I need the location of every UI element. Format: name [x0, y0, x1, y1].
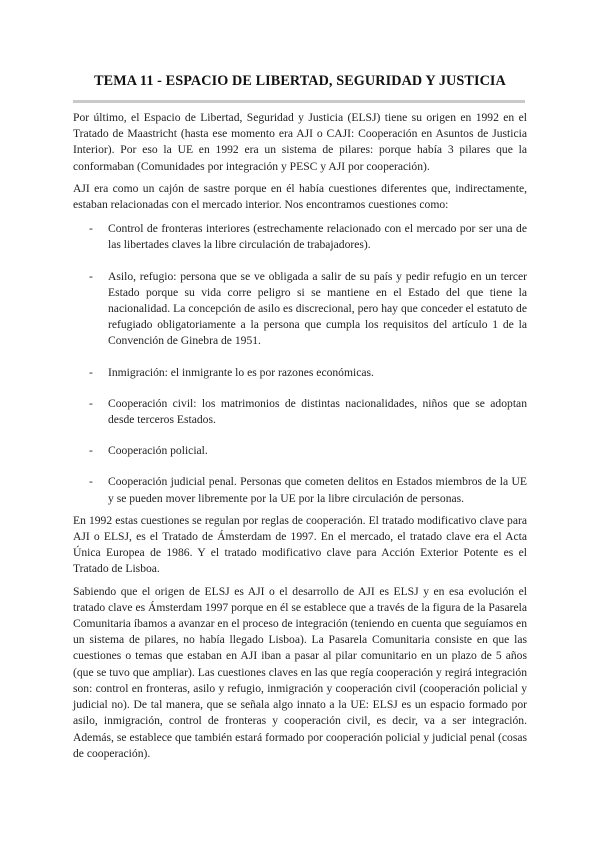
list-item [73, 221, 527, 253]
bullet-dash: - [89, 365, 93, 379]
list-item-text: Cooperación judicial penal. Personas que cometen delitos en Estados miembros de la UE y se pueden mover libremente por la UE por la libre circulación de personas. [108, 475, 527, 505]
title-divider [73, 100, 525, 103]
bullet-dash: - [89, 222, 93, 236]
list-item [73, 396, 527, 428]
list-item-text: Control de fronteras interiores (estrechamente relacionado con el mercado por ser una de las libertades claves la libre circulación de trabajadores). [108, 222, 527, 252]
paragraph-after-1: En 1992 estas cuestiones se regulan por reglas de cooperación. El tratado modificativo clave para AJI o ELSJ, es el Tratado de Ámsterdam de 1997. En el mercado, el tratado clave era el Acta Única Europea de 1986. Y el tratado modificativo clave para Acción Exterior Potente es el Tratado de Lisboa. [73, 513, 527, 576]
list-item-text: Asilo, refugio: persona que se ve obligada a salir de su país y pedir refugio en un tercer Estado porque su vida corre peligro si se mantiene en el Estado del que tiene la nacionalidad. La concepción de asilo es discrecional, pero hay que conceder el estatuto de refugiado obligatoriamente a la persona que cumpla los requisitos del artículo 1 de la Convención de Ginebra de 1951. [108, 269, 527, 348]
issues-list [73, 221, 527, 507]
list-item-text: Cooperación civil: los matrimonios de distintas nacionalidades, niños que se adoptan desde terceros Estados. [108, 396, 527, 427]
bullet-dash: - [89, 444, 93, 458]
bullet-dash: - [89, 269, 93, 283]
list-item [73, 365, 527, 381]
paragraph-after-2: Sabiendo que el origen de ELSJ es AJI o el desarrollo de AJI es ELSJ y en esa evolución el tratado clave es Ámsterdam 1997 porque en él se establece que a través de la figura de la Pasarela Comunitaria íbamos a avanzar en el proceso de integración (teniendo en cuenta que seguíamos en un sistema de pilares, no había llegado Lisboa). La Pasarela Comunitaria consiste en que las cuestiones o temas que estaban en AJI iban a pasar al pilar comunitario en un plazo de 5 años (que se tuvo que ampliar). Las cuestiones claves en las que regía cooperación y regirá integración son: control en fronteras, asilo y refugio, inmigración y cooperación civil (cooperación policial y judicial no). De tal manera, que se señala algo innato a la UE: ELSJ es un espacio formado por asilo, inmigración, control de fronteras y cooperación civil, es decir, va a ser integración. Además, se establece que también estará formado por cooperación policial y judicial penal (cosas de cooperación). [73, 584, 527, 760]
page-title: TEMA 11 - ESPACIO DE LIBERTAD, SEGURIDAD Y JUSTICIA [94, 73, 506, 89]
document-body [73, 110, 527, 766]
list-item-text: Inmigración: el inmigrante lo es por razones económicas. [108, 365, 374, 379]
list-item [73, 269, 527, 350]
bullet-dash: - [89, 396, 93, 410]
list-item [73, 443, 527, 459]
list-item [73, 474, 527, 506]
list-item-text: Cooperación policial. [108, 444, 208, 458]
bullet-dash: - [89, 475, 93, 489]
paragraph-intro-1: Por último, el Espacio de Libertad, Seguridad y Justicia (ELSJ) tiene su origen en 1992 en el Tratado de Maastricht (hasta ese momento era AJI o CAJI: Cooperación en Asuntos de Justicia Interior). Por eso la UE en 1992 era un sistema de pilares: porque había 3 pilares que la conformaban (Comunidades por integración y PESC y AJI por cooperación). [73, 111, 527, 173]
paragraph-intro-2: AJI era como un cajón de sastre porque en él había cuestiones diferentes que, indirectamente, estaban relacionadas con el mercado interior. Nos encontramos cuestiones como: [73, 181, 527, 212]
